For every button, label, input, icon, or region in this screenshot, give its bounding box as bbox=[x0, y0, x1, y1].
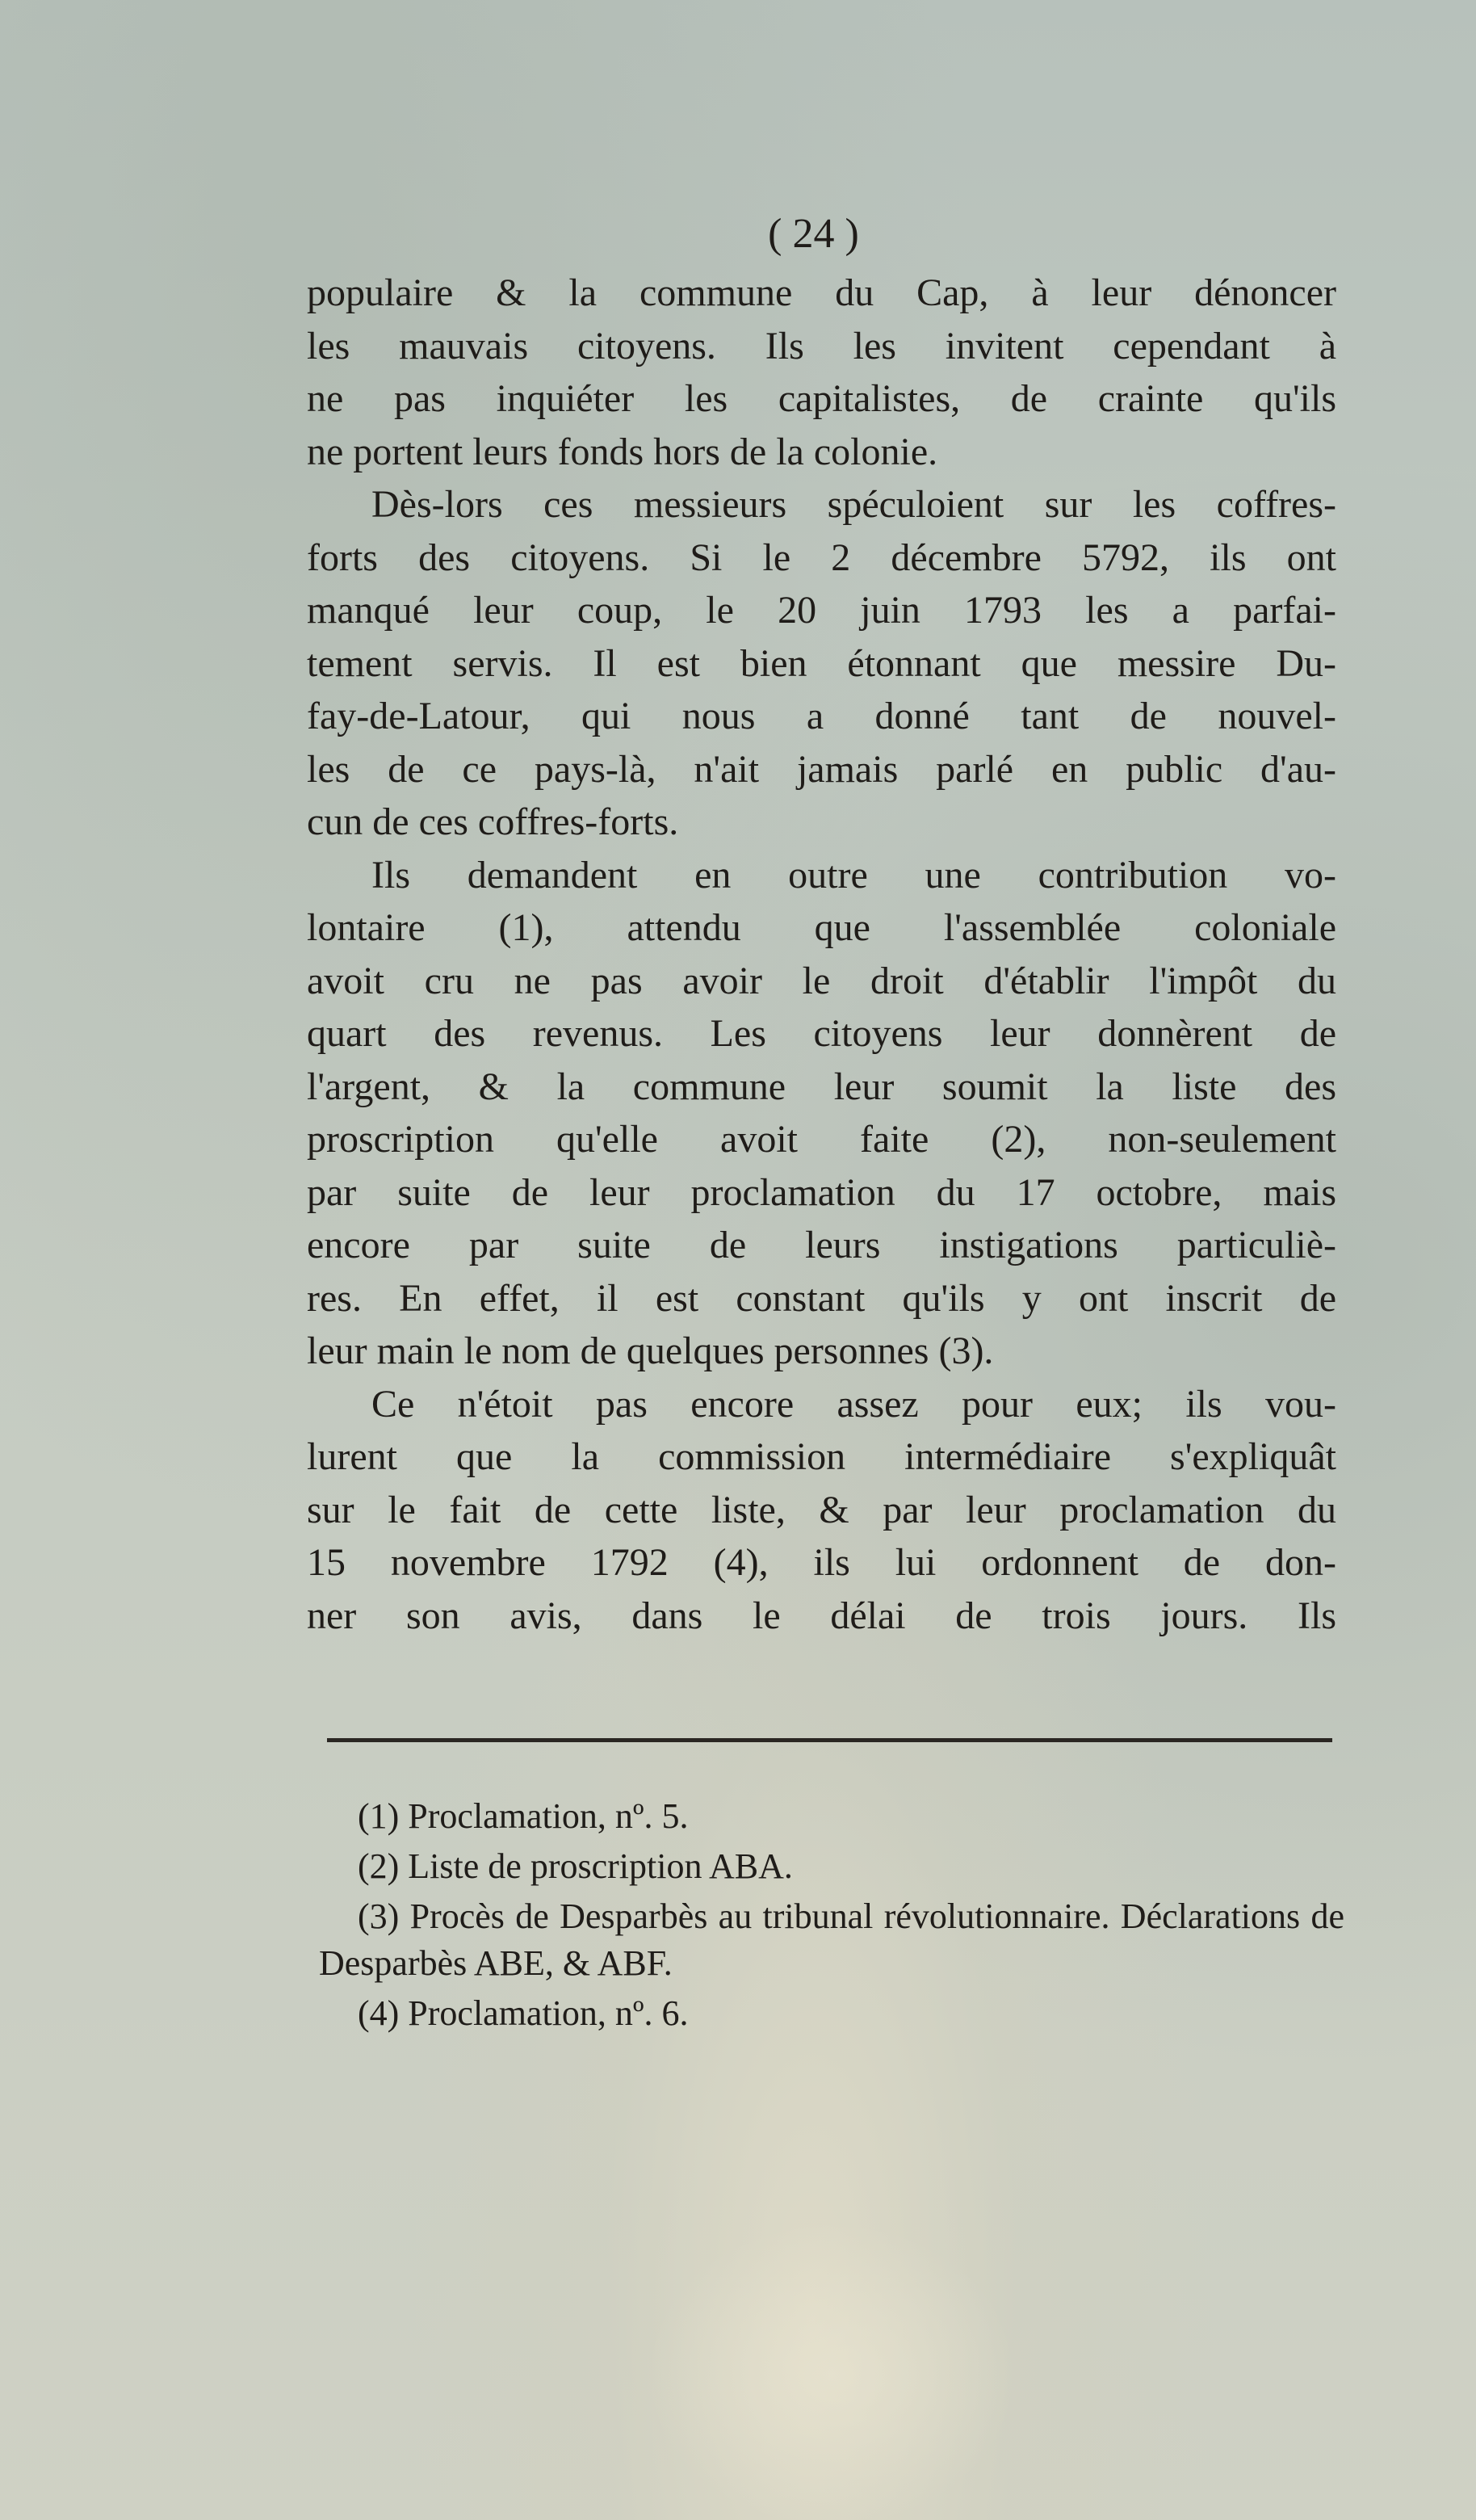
text-line: proscription qu'elle avoit faite (2), non-seulement bbox=[307, 1118, 1336, 1161]
footnote-separator-rule bbox=[327, 1738, 1332, 1742]
text-line: Ils demandent en outre une contribution vo- bbox=[371, 853, 1336, 897]
main-text bbox=[307, 202, 1336, 1642]
text-line: sur le fait de cette liste, & par leur proclamation du bbox=[307, 1488, 1336, 1531]
text-line: quart des revenus. Les citoyens leur donnèrent de bbox=[307, 1012, 1336, 1055]
text-line: 15 novembre 1792 (4), ils lui ordonnent de don- bbox=[307, 1541, 1336, 1584]
text-line: tement servis. Il est bien étonnant que messire Du- bbox=[307, 641, 1336, 685]
text-line: ner son avis, dans le délai de trois jours. Ils bbox=[307, 1594, 1336, 1637]
text-line: encore par suite de leurs instigations particuliè- bbox=[307, 1224, 1336, 1266]
text-line: lontaire (1), attendu que l'assemblée coloniale bbox=[307, 906, 1336, 949]
text-line: cun de ces coffres-forts. bbox=[307, 800, 679, 843]
text-line: les mauvais citoyens. Ils les invitent cependant à bbox=[307, 324, 1336, 368]
text-line: l'argent, & la commune leur soumit la liste des bbox=[307, 1065, 1336, 1108]
paragraph-4 bbox=[307, 1378, 1336, 1643]
text-line: leur main le nom de quelques personnes (3). bbox=[307, 1329, 994, 1372]
text-line: lurent que la commission intermédiaire s'expliquât bbox=[307, 1435, 1336, 1478]
text-line: Ce n'étoit pas encore assez pour eux; ils vou- bbox=[371, 1382, 1336, 1426]
text-line: avoit cru ne pas avoir le droit d'établir l'impôt du bbox=[307, 959, 1336, 1002]
text-line: res. En effet, il est constant qu'ils y ont inscrit de bbox=[307, 1276, 1336, 1320]
text-line: manqué leur coup, le 20 juin 1793 les a parfai- bbox=[307, 589, 1336, 632]
text-line: ne portent leurs fonds hors de la colonie. bbox=[307, 430, 938, 473]
page-number: ( 24 ) bbox=[768, 211, 859, 257]
text-line: les de ce pays-là, n'ait jamais parlé en public d'au- bbox=[307, 747, 1336, 791]
text-line: Dès-lors ces messieurs spéculoient sur les coffres- bbox=[371, 483, 1336, 526]
text-line: ne pas inquiéter les capitalistes, de crainte qu'ils bbox=[307, 377, 1336, 420]
text-line: par suite de leur proclamation du 17 octobre, mais bbox=[307, 1170, 1336, 1214]
footnote-1: (1) Proclamation, nº. 5. bbox=[358, 1796, 689, 1836]
text-line: forts des citoyens. Si le 2 décembre 5792, ils ont bbox=[307, 536, 1336, 579]
footnote-2: (2) Liste de proscription ABA. bbox=[358, 1846, 793, 1886]
paragraph-3 bbox=[307, 849, 1336, 1378]
footnote-3: (3) Procès de Desparbès au tribunal révolutionnaire. Déclarations de Desparbès ABE, & ABF. bbox=[319, 1896, 1344, 1983]
text-line: populaire & la commune du Cap, à leur dénoncer bbox=[307, 271, 1336, 314]
paragraph-1 bbox=[307, 267, 1336, 478]
footnote-4: (4) Proclamation, nº. 6. bbox=[358, 1993, 689, 2033]
text-line: fay-de-Latour, qui nous a donné tant de nouvel- bbox=[307, 695, 1336, 737]
paragraph-2 bbox=[307, 478, 1336, 849]
paper-stain bbox=[646, 2221, 1017, 2520]
footnotes bbox=[319, 1793, 1344, 2040]
